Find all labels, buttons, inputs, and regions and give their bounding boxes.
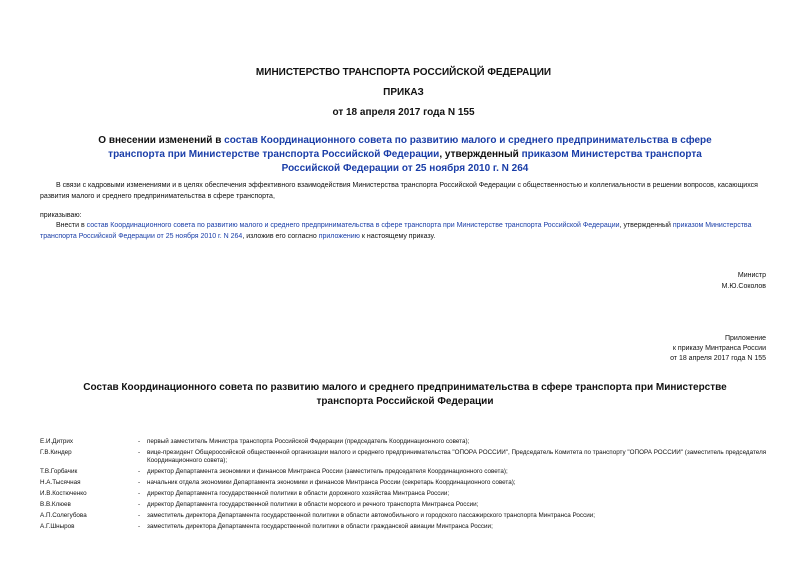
member-dash: - — [138, 438, 141, 445]
council-composition-link[interactable]: состав Координационного совета по развитию малого и среднего предпринимательства в сфере транспорта при Министерстве транспорта Российской Федерации — [86, 222, 620, 229]
appendix-order-ref: к приказу Минтранса России — [672, 345, 766, 352]
member-position: заместитель директора Департамента государственной политики в области автомобильного и городского пассажирского транспорта Минтранса России; — [147, 512, 596, 519]
order-word: приказываю: — [40, 212, 82, 219]
member-name: И.В.Костюченко — [40, 490, 87, 497]
member-position: директор Департамента экономики и финансов Минтранса России (заместитель председателя Координационного совета); — [147, 468, 508, 475]
member-position: вице-президент Общероссийской общественной организации малого и среднего предпринимательства "ОПОРА РОССИИ", Председатель Комитета по транспорту "ОПОРА РОССИИ" (заместитель председателя Координационного совета); — [147, 449, 767, 464]
appendix-title: Состав Координационного совета по развитию малого и среднего предпринимательства в сфере транспорта при Министерстве транспорта Российской Федерации — [83, 382, 727, 407]
intro-paragraph: В связи с кадровыми изменениями и в целях обеспечения эффективного взаимодействия Министерства транспорта Российской Федерации с общественностью и коллегиальности в решении вопросов, касающихся развития малого и среднего предпринимательства в сфере транспорта, — [40, 182, 758, 200]
member-dash: - — [138, 449, 141, 456]
appendix-link[interactable]: приложению — [318, 233, 360, 240]
member-dash: - — [138, 523, 141, 530]
member-position: заместитель директора Департамента государственной политики в области гражданской авиации Минтранса России; — [147, 523, 493, 530]
member-name: Т.В.Горбачик — [40, 468, 78, 475]
member-dash: - — [138, 512, 141, 519]
document-type: ПРИКАЗ — [383, 87, 424, 98]
member-position: начальник отдела экономики Департамента экономики и финансов Минтранса России (секретарь Координационного совета); — [147, 479, 516, 486]
document-date-number: от 18 апреля 2017 года N 155 — [332, 107, 475, 118]
ministry-heading: МИНИСТЕРСТВО ТРАНСПОРТА РОССИЙСКОЙ ФЕДЕРАЦИИ — [255, 67, 552, 78]
member-name: Е.И.Дитрих — [40, 438, 74, 445]
order-264-link[interactable]: приказом Министерства транспорта Российской Федерации от 25 ноября 2010 г. N 264 — [40, 222, 752, 240]
order-264-link[interactable]: приказом Министерства транспорта Российской Федерации от 25 ноября 2010 г. N 264 — [281, 149, 702, 174]
member-name: В.В.Клюев — [40, 501, 71, 508]
member-name: А.Г.Шныров — [40, 523, 75, 530]
appendix-date: от 18 апреля 2017 года N 155 — [670, 355, 766, 362]
member-dash: - — [138, 479, 141, 486]
document-title — [80, 134, 730, 176]
member-position: директор Департамента государственной политики в области морского и речного транспорта Минтранса России; — [147, 501, 479, 508]
appendix-label: Приложение — [724, 335, 766, 342]
title-text: О внесении изменений в — [98, 135, 225, 146]
member-name: А.П.Солегубова — [40, 512, 87, 519]
member-dash: - — [138, 490, 141, 497]
paragraph-text: к настоящему приказу. — [359, 233, 436, 240]
signature-name: М.Ю.Соколов — [721, 283, 766, 290]
paragraph-text: , изложив его согласно — [242, 233, 319, 240]
order-paragraph — [40, 220, 767, 242]
paragraph-text: , утвержденный — [619, 222, 673, 229]
title-text: , утвержденный — [439, 149, 522, 160]
member-position: директор Департамента государственной политики в области дорожного хозяйства Минтранса России; — [147, 490, 450, 497]
paragraph-text: Внести в — [56, 222, 87, 229]
signature-position: Министр — [737, 272, 766, 279]
member-name: Г.В.Киндер — [40, 449, 72, 456]
member-dash: - — [138, 501, 141, 508]
council-composition-link[interactable]: состав Координационного совета по развитию малого и среднего предпринимательства в сфере транспорта при Министерстве транспорта Российской Федерации — [108, 135, 712, 160]
member-name: Н.А.Тысячная — [40, 479, 81, 486]
member-position: первый заместитель Министра транспорта Российской Федерации (председатель Координационного совета); — [147, 438, 470, 445]
member-dash: - — [138, 468, 141, 475]
